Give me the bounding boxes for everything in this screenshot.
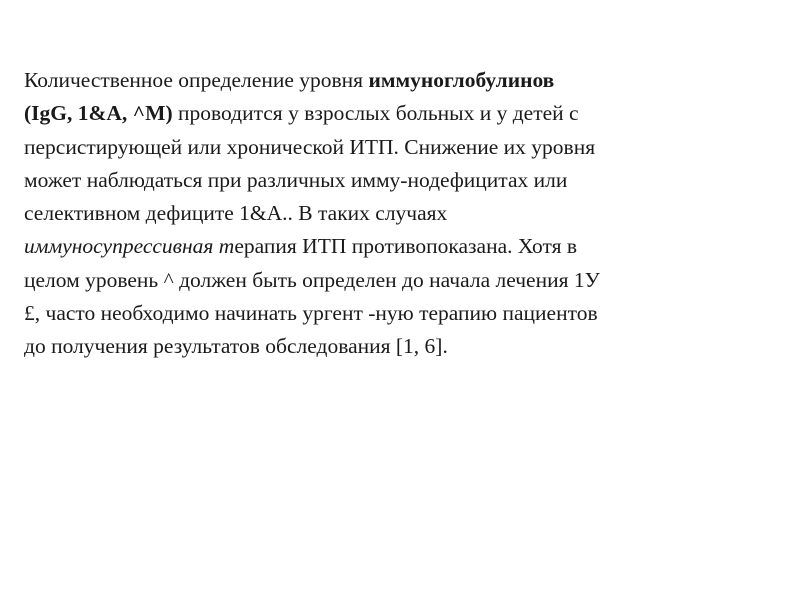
italic-term-immunosuppressive: иммуносупрессивная т [24,234,235,259]
text-run: целом уровень ^ должен быть определен до начала лечения 1У [24,267,600,292]
text-line-9 [24,330,784,363]
text-line-1 [24,64,784,97]
text-line-8 [24,297,784,330]
text-line-6 [24,230,784,263]
text-run: Количественное определение уровня [24,68,369,92]
bold-term-immunoglobulins: иммуноглобулинов [368,68,555,92]
text-line-4 [24,164,784,197]
text-line-2 [24,97,784,130]
bold-term-igg: (IgG, 1&A, ^M) [24,101,173,126]
text-run: может наблюдаться при различных имму-нодефицитах или [24,167,568,192]
body-paragraph [24,64,784,364]
text-run: ерапия ИТП противопоказана. Хотя в [234,234,578,259]
text-run: селективном дефиците 1&A.. В таких случаях [24,201,448,226]
text-run: персистирующей или хронической ИТП. Снижение их уровня [24,134,596,159]
text-line-5 [24,197,784,230]
text-run: £, часто необходимо начинать ургент -ную терапию пациентов [24,301,598,326]
text-line-7 [24,264,784,297]
text-run: проводится у взрослых больных и у детей с [172,101,579,126]
text-run: до получения результатов обследования [1, 6]. [24,334,448,359]
text-line-3 [24,131,784,164]
